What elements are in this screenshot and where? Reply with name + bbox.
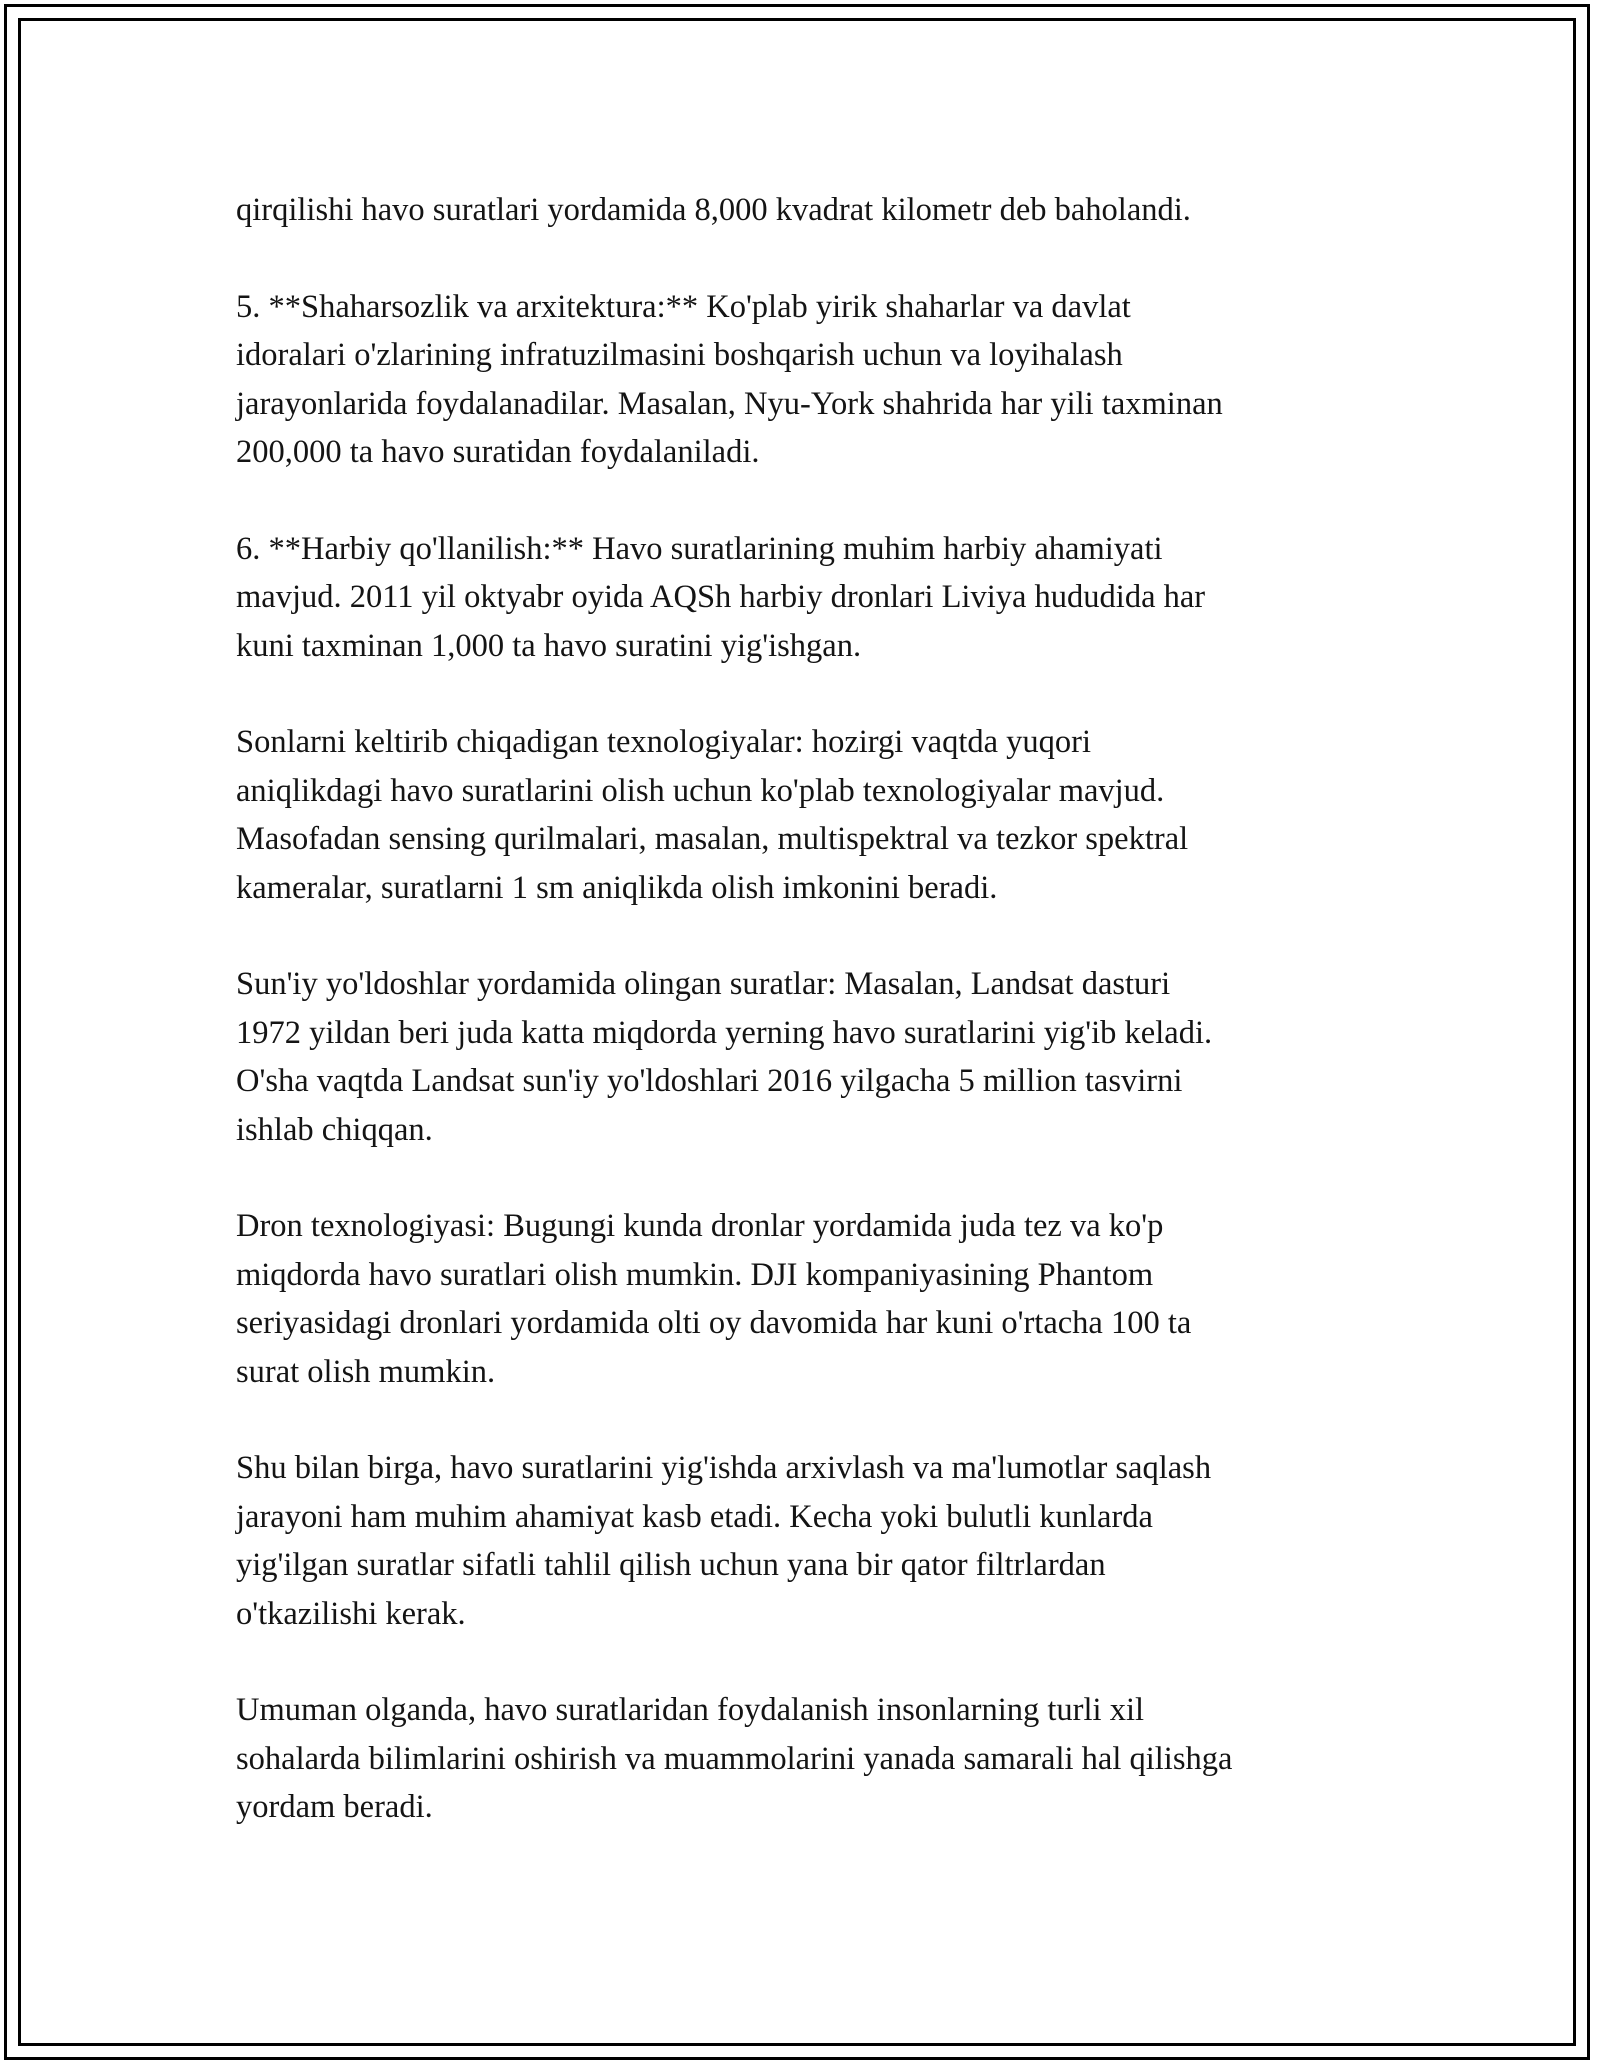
text-line: jarayonlarida foydalanadilar. Masalan, Nyu-York shahrida har yili taxminan [236,385,1223,422]
text-line: O'sha vaqtda Landsat sun'iy yo'ldoshlari 2016 yilgacha 5 million tasvirni [236,1063,1183,1100]
paragraph-military-use [236,525,1366,670]
text-line: Sun'iy yo'ldoshlar yordamida olingan suratlar: Masalan, Landsat dasturi [236,966,1171,1003]
text-line: 1972 yildan beri juda katta miqdorda yerning havo suratlarini yig'ib keladi. [236,1014,1213,1051]
text-line: kuni taxminan 1,000 ta havo suratini yig'ishgan. [236,627,862,664]
text-line: seriyasidagi dronlari yordamida olti oy davomida har kuni o'rtacha 100 ta [236,1305,1192,1342]
text-line: Masofadan sensing qurilmalari, masalan, multispektral va tezkor spektral [236,821,1189,858]
text-line: aniqlikdagi havo suratlarini olish uchun ko'plab texnologiyalar mavjud. [236,772,1165,809]
paragraph-area-estimate [236,186,1366,234]
text-line: sohalarda bilimlarini oshirish va muammolarini yanada samarali hal qilishga [236,1740,1233,1777]
text-line: mavjud. 2011 yil oktyabr oyida AQSh harbiy dronlari Liviya hududida har [236,579,1206,616]
text-line: 200,000 ta havo suratidan foydalaniladi. [236,434,760,471]
paragraph-satellites [236,960,1366,1154]
paragraph-archiving [236,1444,1366,1638]
paragraph-conclusion [236,1686,1366,1831]
paragraph-technologies [236,718,1366,912]
text-line: jarayoni ham muhim ahamiyat kasb etadi. Kecha yoki bulutli kunlarda [236,1498,1153,1535]
paragraph-drone-technology [236,1202,1366,1396]
document-body [236,186,1366,1880]
text-line: Dron texnologiyasi: Bugungi kunda dronlar yordamida juda tez va ko'p [236,1208,1164,1245]
text-line: kameralar, suratlarni 1 sm aniqlikda olish imkonini beradi. [236,869,998,906]
text-line: Umuman olganda, havo suratlaridan foydalanish insonlarning turli xil [236,1692,1145,1729]
text-line: miqdorda havo suratlari olish mumkin. DJI kompaniyasining Phantom [236,1256,1154,1293]
text-line: surat olish mumkin. [236,1353,496,1390]
text-line: o'tkazilishi kerak. [236,1595,466,1632]
paragraph-urban-planning [236,283,1366,477]
text-line: yordam beradi. [236,1789,433,1826]
text-line: idoralari o'zlarining infratuzilmasini boshqarish uchun va loyihalash [236,337,1123,374]
text-line: yig'ilgan suratlar sifatli tahlil qilish uchun yana bir qator filtrlardan [236,1547,1106,1584]
text-line: ishlab chiqqan. [236,1111,433,1148]
text-line: 5. **Shaharsozlik va arxitektura:** Ko'plab yirik shaharlar va davlat [236,288,1131,325]
text-line: 6. **Harbiy qo'llanilish:** Havo suratlarining muhim harbiy ahamiyati [236,530,1163,567]
text-line: Shu bilan birga, havo suratlarini yig'ishda arxivlash va ma'lumotlar saqlash [236,1450,1212,1487]
text-line: Sonlarni keltirib chiqadigan texnologiyalar: hozirgi vaqtda yuqori [236,724,1092,761]
text-line: qirqilishi havo suratlari yordamida 8,000 kvadrat kilometr deb baholandi. [236,192,1191,228]
